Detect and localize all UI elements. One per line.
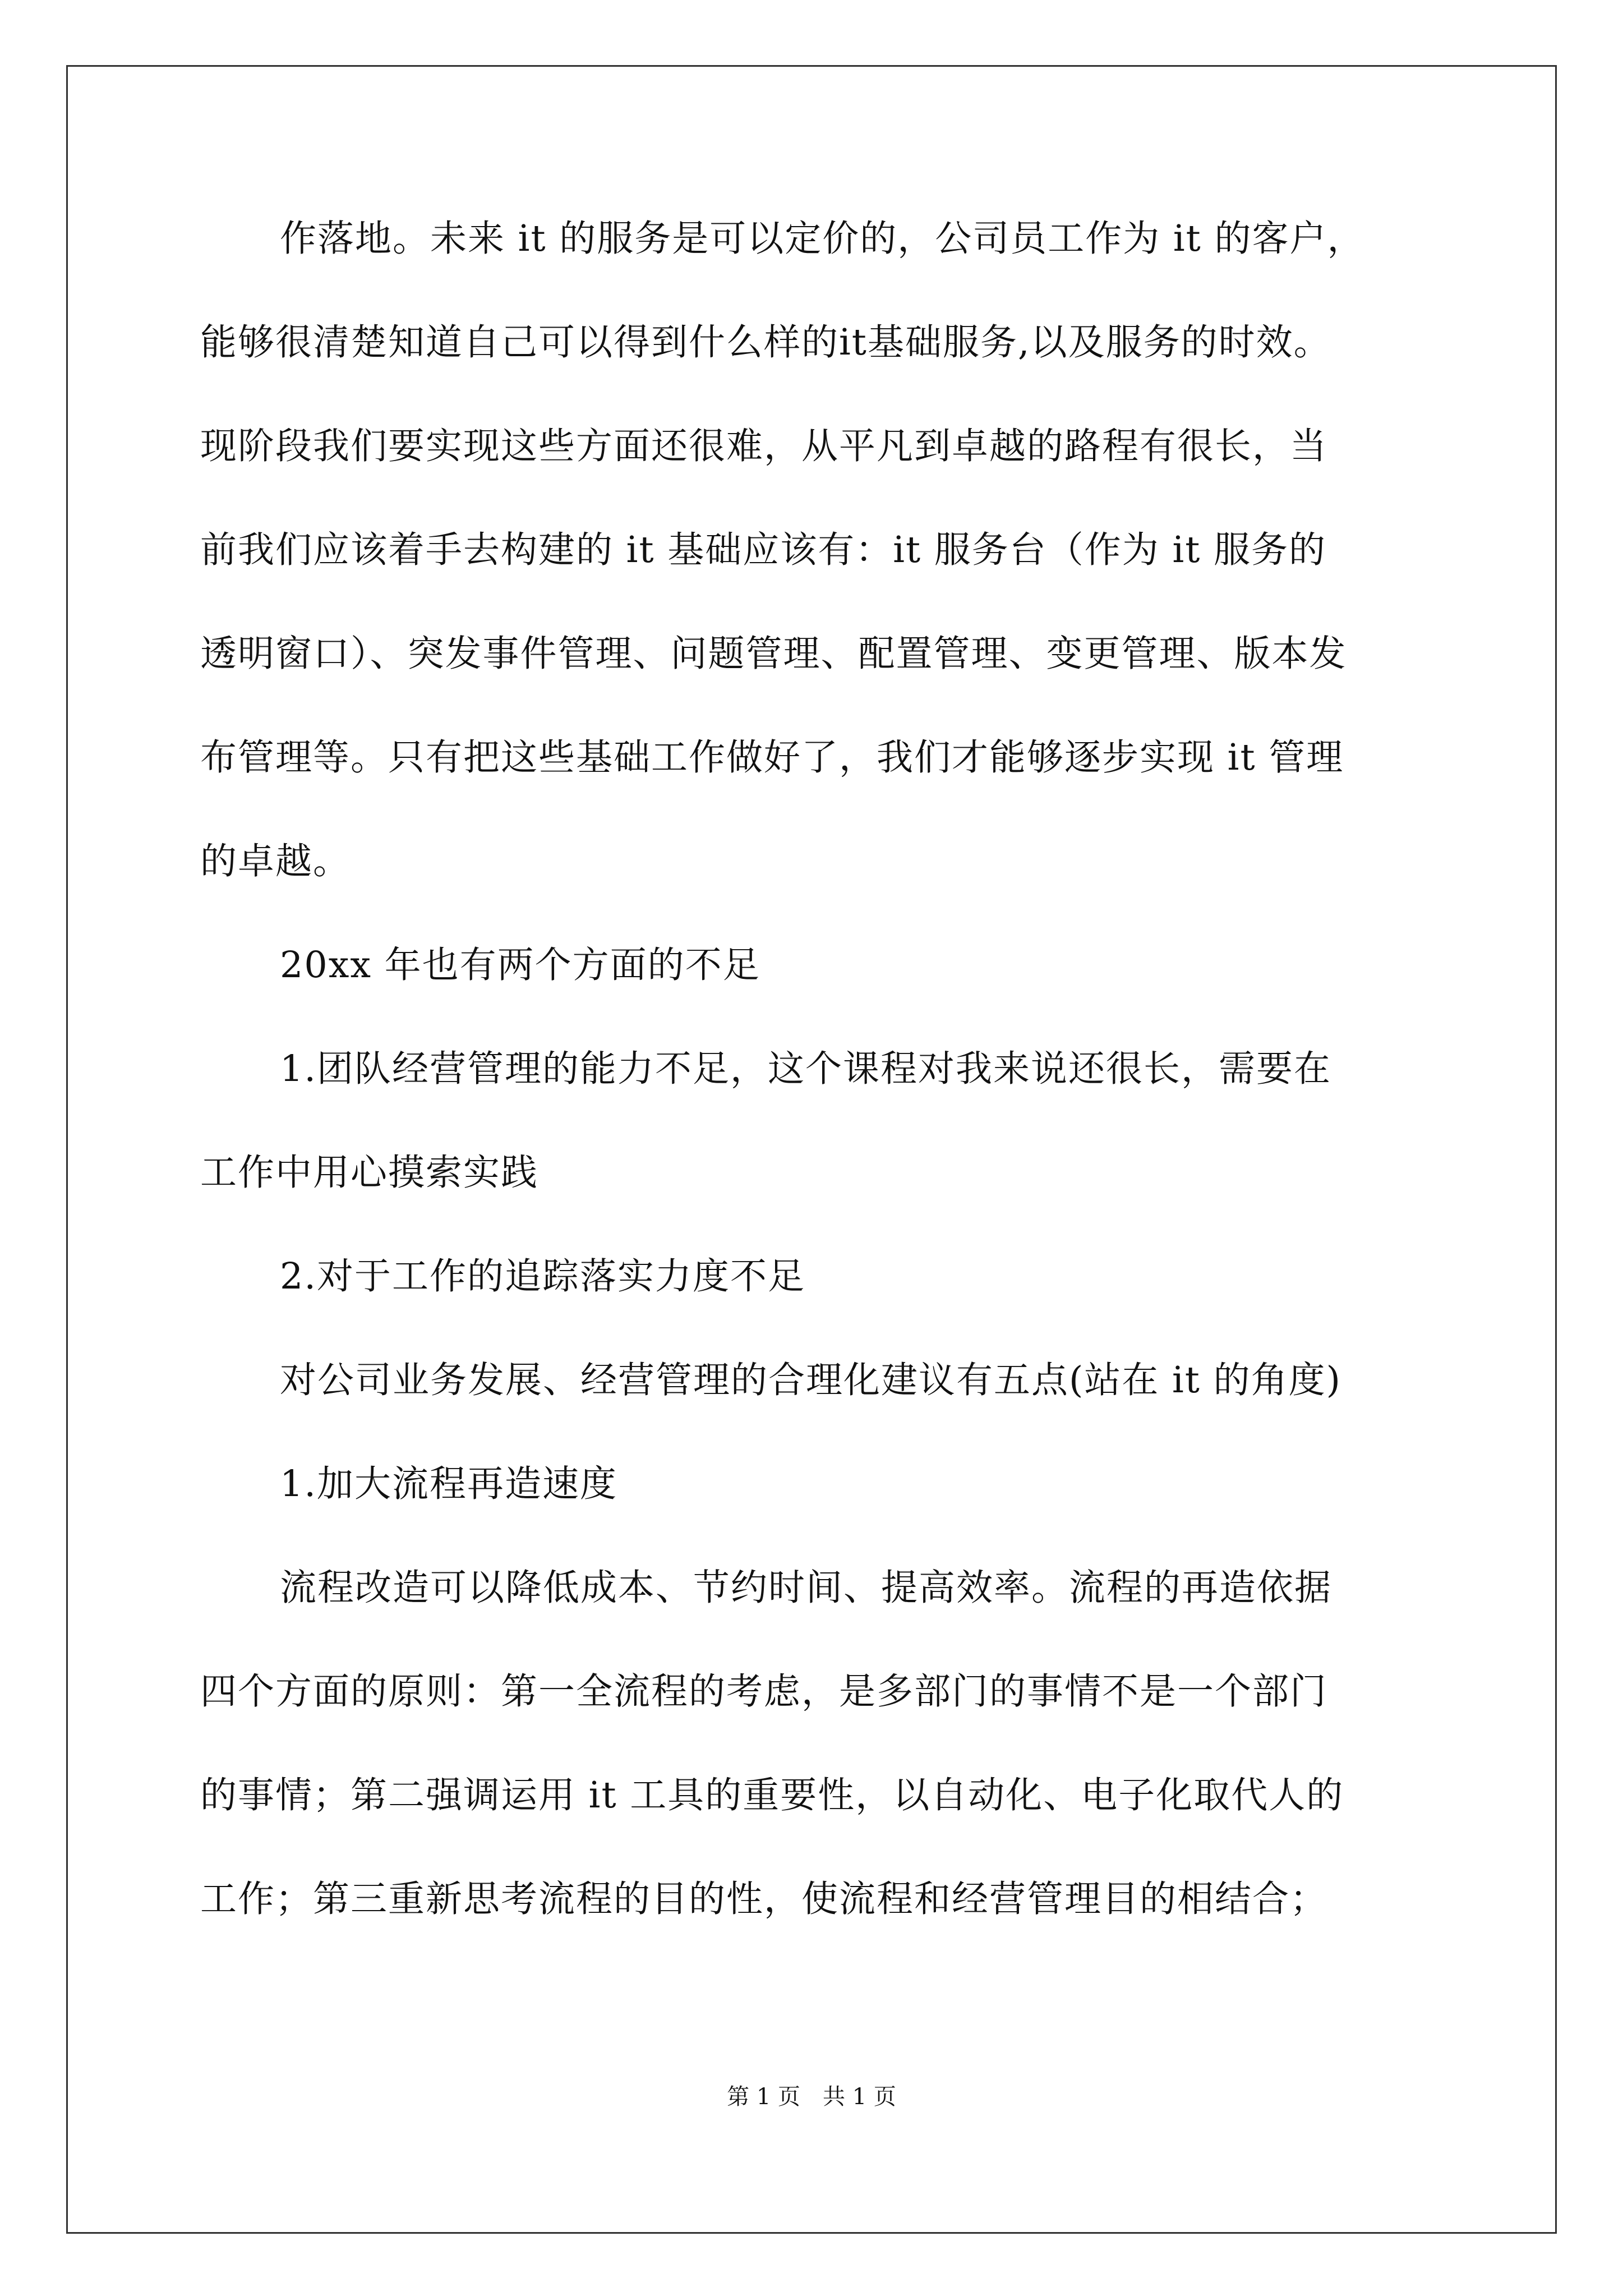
- text-line: 前我们应该着手去构建的 it 基础应该有：it 服务台（作为 it 服务的: [200, 529, 1327, 571]
- document-body: [200, 220, 1490, 1985]
- text-line: 2.对于工作的追踪落实力度不足: [280, 1255, 806, 1297]
- text-line: 1.加大流程再造速度: [280, 1463, 618, 1505]
- text-line: 能够很清楚知道自己可以得到什么样的it基础服务,以及服务的时效。: [200, 321, 1331, 364]
- text-line: 的事情；第二强调运用 it 工具的重要性，以自动化、电子化取代人的: [200, 1774, 1344, 1816]
- text-line: 布管理等。只有把这些基础工作做好了，我们才能够逐步实现 it 管理: [200, 737, 1344, 779]
- text-line: 作落地。未来 it 的服务是可以定价的，公司员工作为 it 的客户，: [280, 218, 1365, 260]
- text-line: 现阶段我们要实现这些方面还很难，从平凡到卓越的路程有很长，当: [200, 425, 1328, 467]
- page-footer: 第 1 页 共 1 页: [727, 2084, 896, 2110]
- text-line: 对公司业务发展、经营管理的合理化建议有五点(站在 it 的角度): [280, 1359, 1341, 1401]
- text-line: 透明窗口）、突发事件管理、问题管理、配置管理、变更管理、版本发: [200, 633, 1347, 675]
- text-line: 流程改造可以降低成本、节约时间、提高效率。流程的再造依据: [280, 1567, 1332, 1609]
- text-line: 四个方面的原则：第一全流程的考虑，是多部门的事情不是一个部门: [200, 1671, 1328, 1713]
- text-line: 工作中用心摸索实践: [200, 1152, 539, 1194]
- text-line: 20xx 年也有两个方面的不足: [280, 944, 760, 986]
- text-line: 的卓越。: [200, 840, 351, 882]
- text-line: 工作；第三重新思考流程的目的性，使流程和经营管理目的相结合；: [200, 1878, 1328, 1920]
- text-line: 1.团队经营管理的能力不足，这个课程对我来说还很长，需要在: [280, 1048, 1332, 1090]
